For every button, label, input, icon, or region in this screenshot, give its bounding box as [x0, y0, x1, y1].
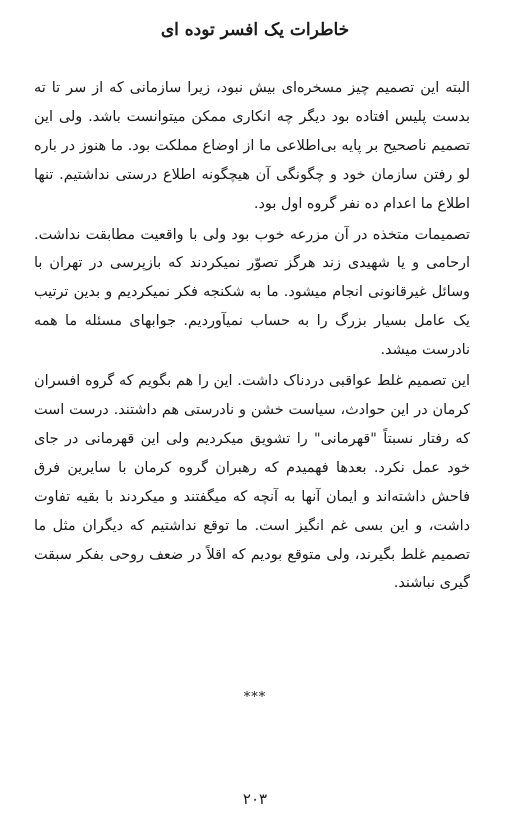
paragraph-1: البته این تصمیم چیز مسخره‌ای بیش نبود، زیرا سازمانی که از سر تا ته بدست پلیس افتاده بود دیگر چه انکاری ممکن میتوانست باشد. ولی این تصمیم ناصحیح بر پایه بی‌اطلاعی ما از اوضاع مملکت بود. ما هنوز در باره لو رفتن سازمان خود و چگونگی آن هیچگونه اطلاع درستی نداشتیم. تنها اطلاع ما اعدام ده نفر گروه اول بود. [34, 80, 470, 212]
running-header: خاطرات یک افسر توده ای [160, 20, 350, 40]
section-separator: *** [243, 690, 267, 705]
body-text [34, 74, 470, 598]
page-number: ۲۰۳ [242, 790, 268, 808]
paragraph-2: تصمیمات متخذه در آن مزرعه خوب بود ولی با واقعیت مطابقت نداشت. ارحامی و یا شهیدی زند هرگز تصوّر نمیکردند که بازپرسی در تهران با وسائل غیرقانونی انجام میشود. ما به شکنجه فکر نمیکردیم و بدین ترتیب یک عامل بسیار بزرگ را به حساب نمیآوردیم. جوابهای مسئله ما همه نادرست میشد. [34, 226, 470, 359]
paragraph-3: این تصمیم غلط عواقبی دردناک داشت. این را هم بگویم که گروه افسران کرمان در این حوادث، سیاست خشن و نادرستی هم داشتند. درست است که رفتار نسبتاً "قهرمانی" را تشویق میکردیم ولی این قهرمانی در جای خود عمل نکرد. بعدها فهمیدم که رهبران گروه کرمان با سایرین فرق فاحش داشته‌اند و ایمان آنها به آنچه که میگفتند و میکردند با بقیه تفاوت داشت، و این بسی غم انگیز است. ما توقع نداشتیم که دیگران مثل ما تصمیم غلط بگیرند، ولی متوقع بودیم که اقلاً در ضعف روحی بفکر سبقت گیری نباشند. [34, 373, 470, 592]
